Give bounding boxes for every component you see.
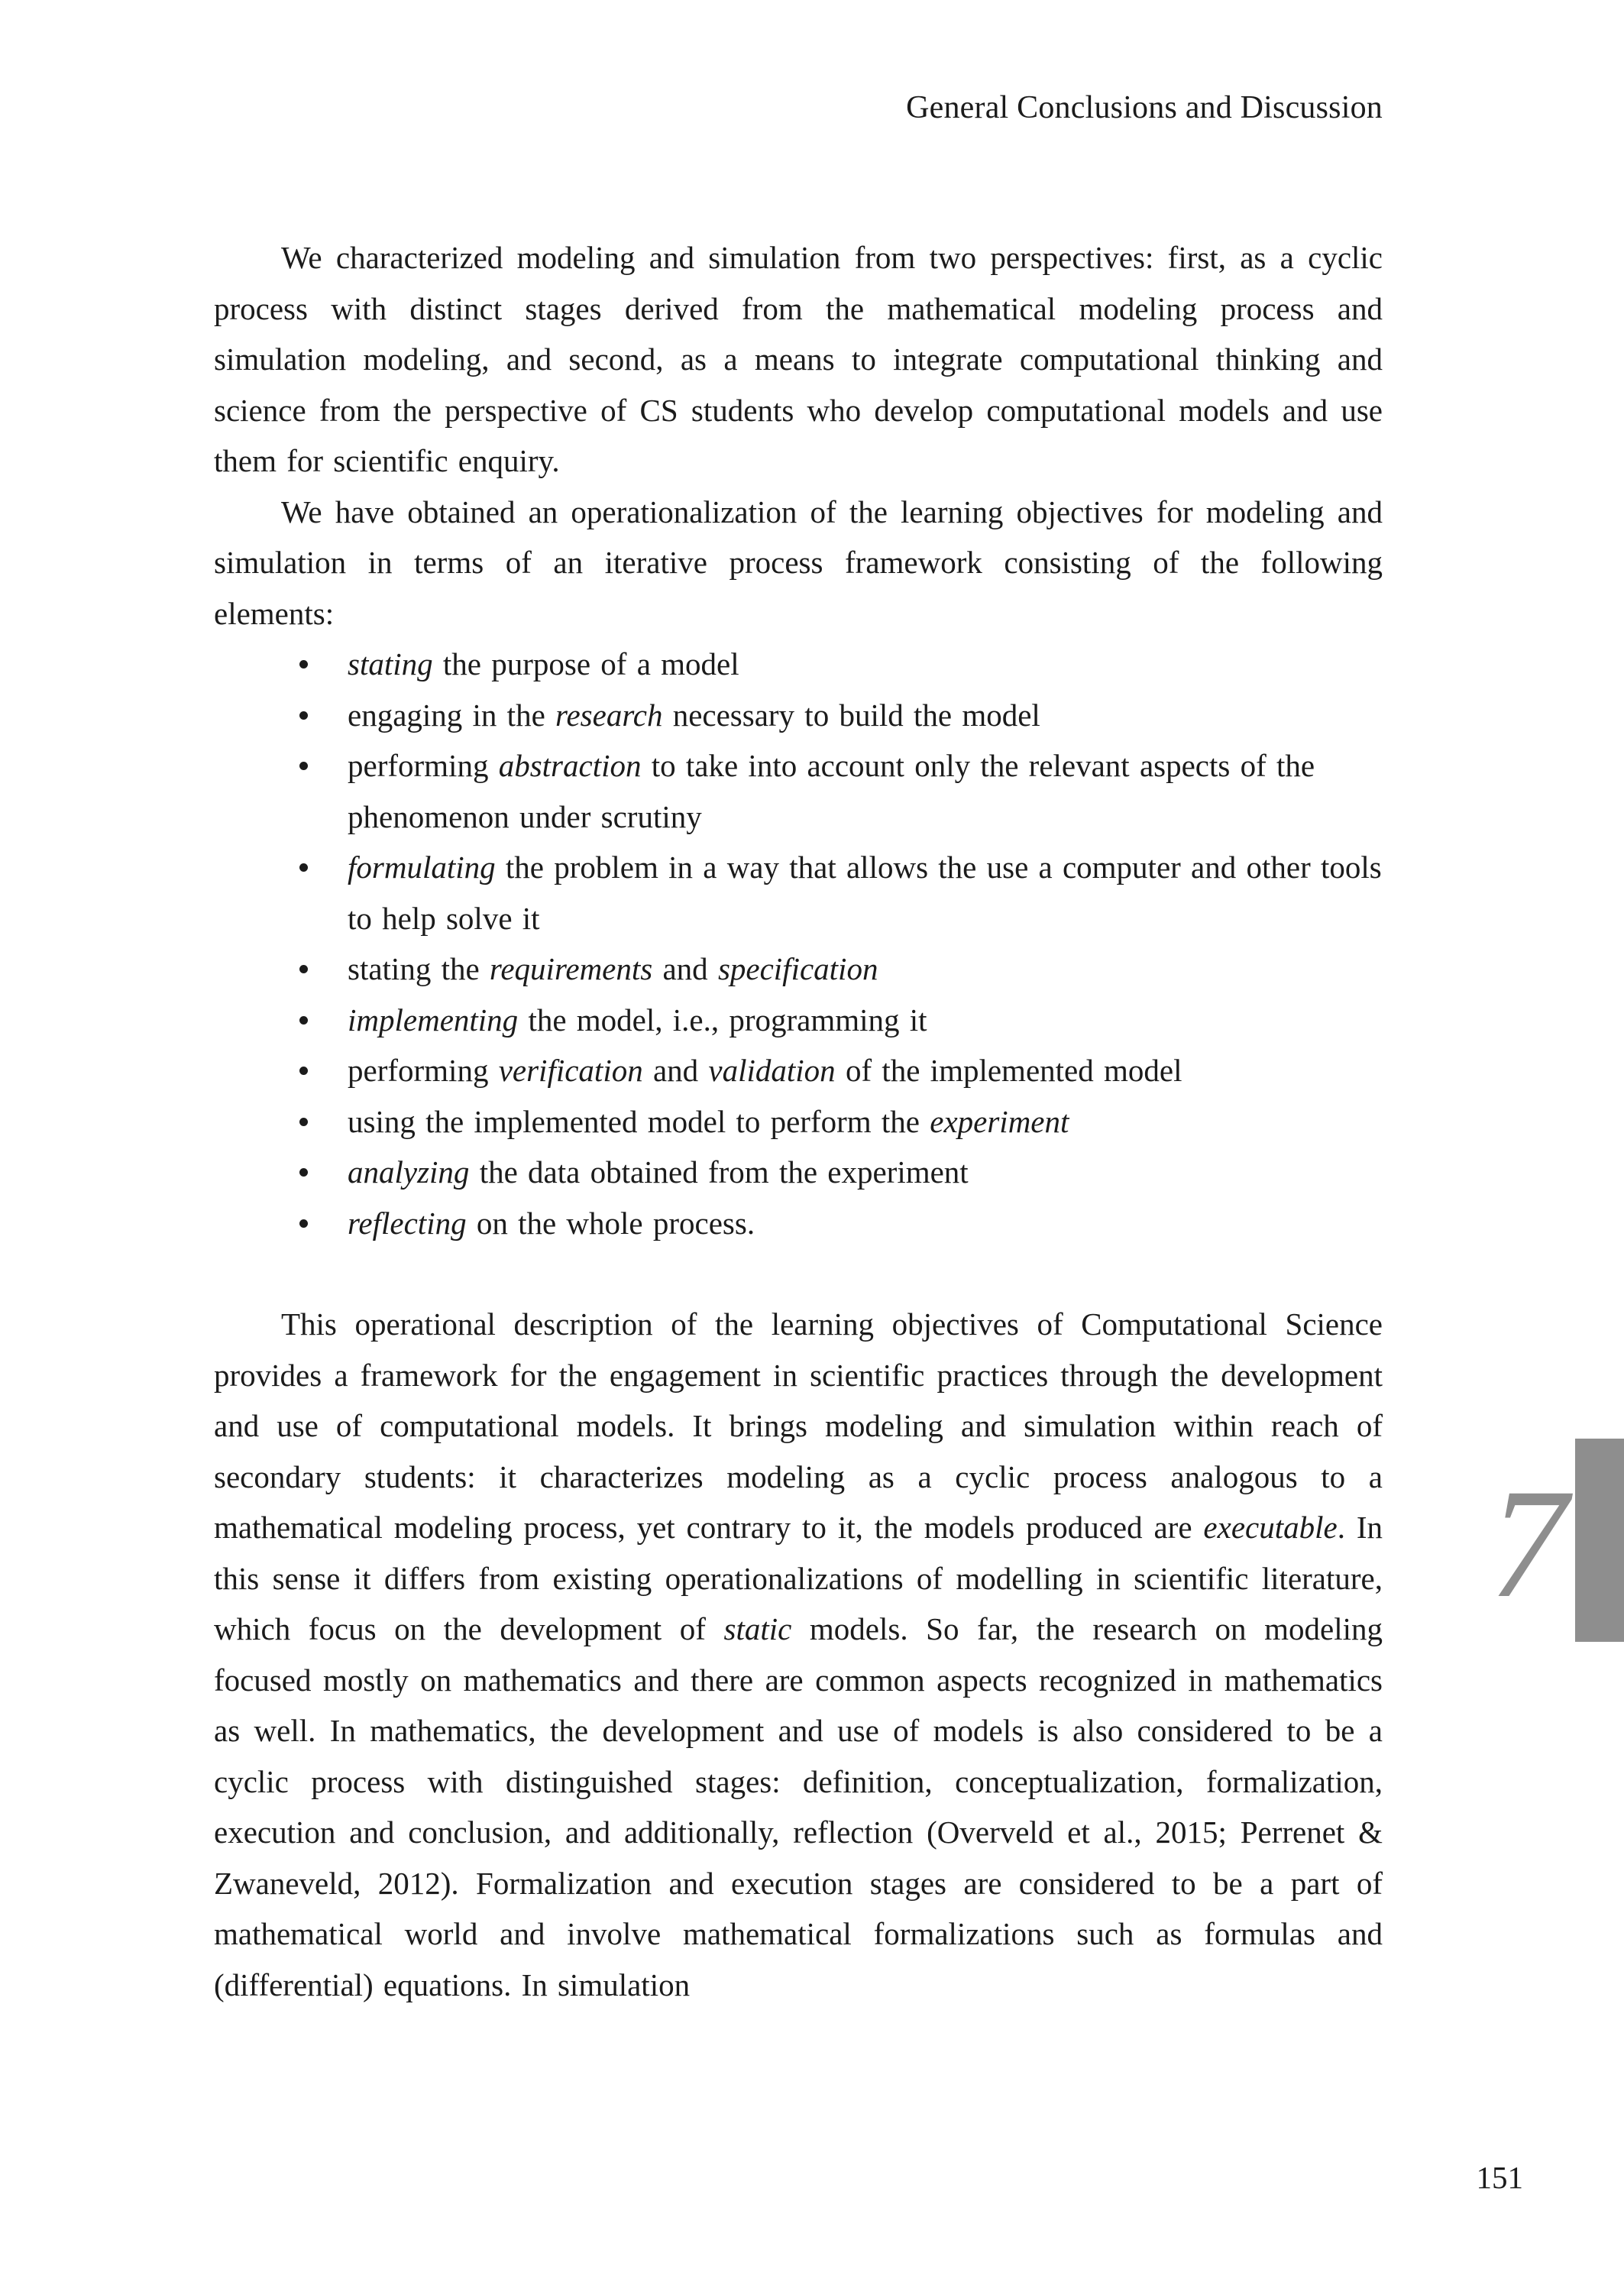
list-item-text: reflecting on the whole process. <box>348 1205 755 1241</box>
list-item-text: stating the requirements and specification <box>348 951 878 986</box>
page-number: 151 <box>1476 2160 1523 2195</box>
bullet-icon <box>299 965 308 973</box>
list-item <box>298 1198 1383 1249</box>
list-item <box>298 1096 1383 1148</box>
chapter-number: 7 <box>1489 1457 1567 1630</box>
list-item-text: formulating the problem in a way that allows the use a computer and other tools to help solve it <box>348 850 1382 936</box>
bullet-icon <box>299 1118 308 1126</box>
list-item <box>298 1147 1383 1198</box>
bullet-icon <box>299 711 308 720</box>
intro-paragraphs <box>214 232 1383 639</box>
elements-list <box>214 639 1383 1248</box>
list-item <box>298 740 1383 842</box>
bullet-icon <box>299 1067 308 1075</box>
bullet-icon <box>299 762 308 770</box>
paragraph: We characterized modeling and simulation from two perspectives: first, as a cyclic process with distinct stages derived from the mathematical modeling process and simulation modeling, and second, as a means to integrate computational thinking and science from the perspective of CS students who develop computational models and use them for scientific enquiry. <box>214 240 1383 478</box>
closing-paragraphs <box>214 1299 1383 2010</box>
list-item <box>298 1045 1383 1096</box>
list-item-text: implementing the model, i.e., programming it <box>348 1002 927 1038</box>
chapter-tab-bar <box>1575 1439 1624 1642</box>
list-item <box>298 842 1383 944</box>
body-text <box>214 232 1383 2010</box>
list-item-text: analyzing the data obtained from the experiment <box>348 1154 969 1190</box>
list-item <box>298 995 1383 1046</box>
bullet-icon <box>299 1219 308 1228</box>
paragraph: This operational description of the learning objectives of Computational Science provides a framework for the engagement in scientific practices through the development and use of computational models. It brings modeling and simulation within reach of secondary students: it characterizes modeling as a cyclic process analogous to a mathematical modeling process, yet contrary to it, the models produced are executable. In this sense it differs from existing operationalizations of modelling in scientific literature, which focus on the development of static models. So far, the research on modeling focused mostly on mathematics and there are common aspects recognized in mathematics as well. In mathematics, the development and use of models is also considered to be a cyclic process with distinguished stages: definition, conceptualization, formalization, execution and conclusion, and additionally, reflection (Overveld et al., 2015; Perrenet & Zwaneveld, 2012). Formalization and execution stages are considered to be a part of mathematical world and involve mathematical formalizations such as formulas and (differential) equations. In simulation <box>214 1306 1383 2002</box>
bullet-icon <box>299 863 308 872</box>
list-item-text: engaging in the research necessary to build the model <box>348 697 1040 733</box>
bullet-icon <box>299 1168 308 1177</box>
list-item-text: performing verification and validation of the implemented model <box>348 1053 1182 1088</box>
list-item <box>298 690 1383 741</box>
bullet-icon <box>299 1016 308 1025</box>
list-item <box>298 639 1383 690</box>
list-item <box>298 944 1383 995</box>
list-item-text: using the implemented model to perform the experiment <box>348 1103 1069 1139</box>
running-header: General Conclusions and Discussion <box>906 90 1383 125</box>
bullet-icon <box>299 660 308 668</box>
list-item-text: stating the purpose of a model <box>348 646 739 681</box>
list-item-text: performing abstraction to take into account only the relevant aspects of the phenomenon under scrutiny <box>348 748 1315 834</box>
paragraph: We have obtained an operationalization of the learning objectives for modeling and simulation in terms of an iterative process framework consisting of the following elements: <box>214 494 1383 631</box>
